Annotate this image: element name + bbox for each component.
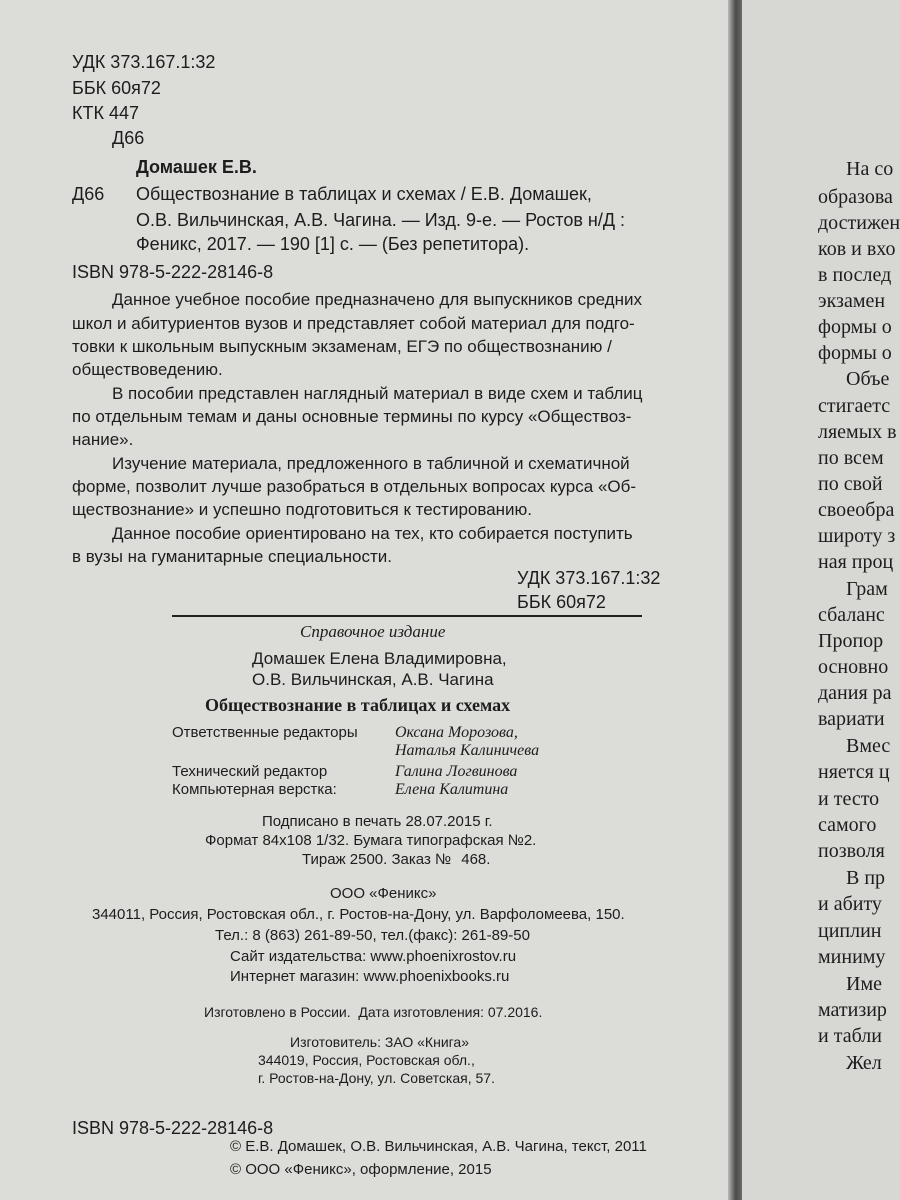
editor-2: Наталья Калиничева: [395, 742, 540, 759]
imprint-author-2: О.В. Вильчинская, А.В. Чагина: [252, 670, 494, 689]
annotation-line: Изучение материала, предложенного в табличной и схематичной: [112, 454, 630, 473]
right-text-fragment: экзамен: [818, 290, 886, 312]
layout-name: Елена Калитина: [395, 781, 509, 798]
annotation-line: форме, позволит лучше разобраться в отдельных вопросах курса «Об-: [72, 477, 637, 496]
right-text-fragment: позволя: [818, 840, 885, 862]
annotation-line: обществоведению.: [72, 360, 223, 379]
right-text-fragment: самого: [818, 814, 877, 836]
right-text-fragment: На со: [846, 158, 894, 180]
right-text-fragment: формы о: [818, 342, 892, 364]
print-run: [302, 851, 490, 868]
right-text-fragment: в послед: [818, 264, 892, 286]
annotation-line: по отдельным темам и даны основные термины по курсу «Обществоз-: [72, 407, 632, 426]
right-text-fragment: В пр: [846, 867, 886, 889]
udk-code-right: УДК 373.167.1:32: [517, 568, 661, 588]
editors-label: Ответственные редакторы: [172, 724, 358, 741]
right-text-fragment: достижен: [818, 212, 900, 234]
manufacturer-address-2: г. Ростов-на-Дону, ул. Советская, 57.: [258, 1070, 495, 1086]
right-page: [742, 0, 900, 1200]
annotation-line: нание».: [72, 430, 134, 449]
annotation-line: в вузы на гуманитарные специальности.: [72, 547, 393, 566]
biblio-mark: Д66: [72, 184, 105, 204]
annotation-line: В пособии представлен наглядный материал в виде схем и таблиц: [112, 384, 643, 403]
right-text-fragment: и тесто: [818, 788, 880, 810]
editor-1: Оксана Морозова,: [395, 724, 518, 741]
bbk-code: ББК 60я72: [72, 78, 161, 98]
format-line: Формат 84x108 1/32. Бумага типографская №2.: [205, 832, 537, 849]
right-text-fragment: по свой: [818, 473, 883, 495]
biblio-line-2: О.В. Вильчинская, А.В. Чагина. — Изд. 9-е. — Ростов н/Д :: [136, 210, 626, 230]
publisher-name: ООО «Феникс»: [330, 885, 437, 902]
right-text-fragment: широту з: [818, 525, 896, 547]
bbk-code-right: ББК 60я72: [517, 592, 606, 612]
publisher-address: 344011, Россия, Ростовская обл., г. Ростов-на-Дону, ул. Варфоломеева, 150.: [92, 906, 625, 923]
isbn-bottom: ISBN 978-5-222-28146-8: [72, 1118, 274, 1138]
annotation-line: Данное учебное пособие предназначено для выпускников средних: [112, 290, 642, 309]
separator-rule: [172, 615, 642, 617]
right-text-fragment: Име: [846, 973, 882, 995]
isbn-top: ISBN 978-5-222-28146-8: [72, 262, 274, 282]
right-text-fragment: ная проц: [818, 551, 894, 573]
tech-editor-label: Технический редактор: [172, 763, 328, 780]
layout-label: Компьютерная верстка:: [172, 781, 337, 798]
right-text-fragment: миниму: [818, 946, 886, 968]
publisher-shop: Интернет магазин: www.phoenixbooks.ru: [230, 968, 510, 985]
right-text-fragment: сбаланс: [818, 604, 885, 626]
right-text-fragment: основно: [818, 656, 889, 678]
right-text-fragment: циплин: [818, 920, 882, 942]
right-text-fragment: своеобра: [818, 499, 895, 521]
print-run-label: Тираж 2500. Заказ №: [302, 851, 452, 868]
edition-type: Справочное издание: [300, 622, 446, 641]
manufacturer: Изготовитель: ЗАО «Книга»: [290, 1034, 470, 1050]
made-in: Изготовлено в России. Дата изготовления: 07.2016.: [204, 1004, 543, 1020]
annotation-line: Данное пособие ориентировано на тех, кто собирается поступить: [112, 524, 633, 543]
publisher-phone: Тел.: 8 (863) 261-89-50, тел.(факс): 261-89-50: [215, 927, 530, 944]
right-text-fragment: Вмес: [846, 735, 891, 757]
author-heading: Домашек Е.В.: [136, 157, 257, 177]
right-text-fragment: ков и вхо: [818, 238, 896, 260]
right-text-fragment: образова: [818, 186, 893, 208]
right-text-fragment: дания ра: [818, 682, 892, 704]
copyright-2: © ООО «Феникс», оформление, 2015: [230, 1161, 492, 1178]
right-text-fragment: Грам: [846, 578, 888, 600]
book-gutter: [728, 0, 742, 1200]
copyright-1: © Е.В. Домашек, О.В. Вильчинская, А.В. Чагина, текст, 2011: [230, 1138, 647, 1155]
udk-code: УДК 373.167.1:32: [72, 52, 216, 72]
signed-date: Подписано в печать 28.07.2015 г.: [262, 813, 493, 830]
order-number: 468.: [461, 851, 491, 868]
right-text-fragment: и абиту: [818, 893, 882, 915]
right-text-fragment: формы о: [818, 316, 892, 338]
right-text-fragment: и табли: [818, 1025, 882, 1047]
right-text-fragment: матизир: [818, 999, 887, 1021]
right-text-fragment: Пропор: [818, 630, 884, 652]
right-text-fragment: стигаетс: [818, 395, 891, 417]
right-text-fragment: Жел: [846, 1052, 882, 1074]
right-text-fragment: вариати: [818, 708, 885, 730]
biblio-line-1: Обществознание в таблицах и схемах / Е.В. Домашек,: [136, 184, 592, 204]
author-mark: Д66: [112, 128, 145, 148]
annotation-line: товки к школьным выпускным экзаменам, ЕГЭ по обществознанию /: [72, 337, 612, 356]
right-text-fragment: ляемых в: [818, 421, 897, 443]
manufacturer-address-1: 344019, Россия, Ростовская обл.,: [258, 1052, 475, 1068]
right-text-fragment: няется ц: [818, 761, 890, 783]
right-text-fragment: Объе: [846, 368, 890, 390]
biblio-line-3: Феникс, 2017. — 190 [1] с. — (Без репетитора).: [136, 234, 530, 254]
imprint-title: Обществознание в таблицах и схемах: [205, 695, 511, 715]
annotation-line: ществознание» и успешно подготовиться к тестированию.: [72, 500, 533, 519]
publisher-site: Сайт издательства: www.phoenixrostov.ru: [230, 948, 517, 965]
ktk-code: КТК 447: [72, 103, 139, 123]
imprint-author-1: Домашек Елена Владимировна,: [252, 649, 507, 668]
annotation-line: школ и абитуриентов вузов и представляет собой материал для подго-: [72, 314, 635, 333]
tech-editor-name: Галина Логвинова: [395, 763, 518, 780]
right-text-fragment: по всем: [818, 447, 884, 469]
